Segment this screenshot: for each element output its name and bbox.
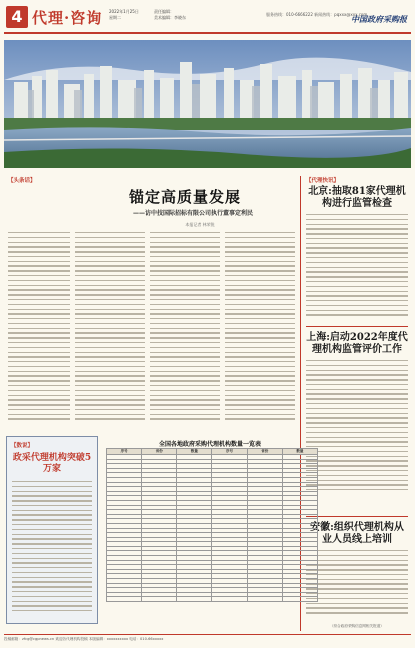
story-anhui-title: 安徽:组织代理机构从业人员线上培训	[310, 522, 404, 545]
newspaper-logo: 中国政府采购报	[351, 14, 407, 24]
sidebar-box	[6, 436, 98, 624]
lead-body-column-4	[225, 232, 295, 430]
lead-story-tag: 【头条话】	[8, 178, 36, 184]
table-cell	[282, 597, 317, 602]
table-header-cell: 序号	[107, 449, 142, 455]
lead-body-column-3	[150, 232, 220, 430]
art-editor-line: 美术编辑：李晓东	[154, 15, 186, 20]
table-header-cell: 省份	[247, 449, 282, 455]
right-column-tag: 【代理快讯】	[306, 178, 340, 184]
table-cell	[142, 597, 177, 602]
table-cell	[247, 597, 282, 602]
lead-byline: 本报记者 林荣锐	[185, 222, 215, 227]
agency-count-table	[106, 448, 318, 602]
table-row	[107, 597, 318, 602]
lead-headline: 锚定高质量发展	[128, 188, 241, 206]
page-footer: 投稿邮箱：zfcg@cgpnews.cn 欢迎各代理机构投稿 本版编辑：xxxxxxxxxx 电话：010-66xxxxx	[4, 634, 411, 643]
section-title: 代理·咨询	[32, 9, 103, 27]
lead-body-column-2	[75, 232, 145, 430]
story-beijing-title: 北京:抽取81家代理机构进行监管检查	[308, 186, 406, 209]
page-header	[4, 4, 411, 34]
table-header-cell: 序号	[212, 449, 247, 455]
story-beijing-body	[306, 214, 408, 322]
page-number: 4	[6, 6, 28, 28]
story-shanghai-title: 上海:启动2022年度代理机构监管评价工作	[306, 332, 408, 355]
issue-weekday: 星期二	[109, 15, 121, 20]
table-body	[107, 455, 318, 602]
sidebar-body	[12, 481, 92, 619]
editor-line: 责任编辑：	[154, 9, 174, 14]
table-cell	[212, 597, 247, 602]
right-story-divider-2	[306, 516, 408, 517]
right-story-divider-1	[306, 326, 408, 327]
story-shanghai-body	[306, 360, 408, 500]
lead-body-column-1	[8, 232, 70, 430]
table-header-cell: 数量	[282, 449, 317, 455]
table-cell	[107, 597, 142, 602]
sidebar-title: 政采代理机构突破5万家	[12, 453, 92, 474]
issue-date: 2022年1月25日	[109, 9, 139, 14]
lead-subhead: ——访中技国际招标有限公司执行董事定利民	[132, 210, 253, 217]
table-cell	[177, 597, 212, 602]
hotline: 服务热线：010-6666222 新闻热线：pqxxx@xxx.com	[266, 12, 368, 17]
story-anhui-body	[306, 550, 408, 622]
table-header-cell: 省份	[142, 449, 177, 455]
table-title: 全国各地政府采购代理机构数量一览表	[158, 441, 261, 448]
sidebar-tag: 【数说】	[11, 443, 34, 449]
table-header-cell: 数量	[177, 449, 212, 455]
city-skyline-photo	[4, 40, 411, 168]
right-column-source-note: （综合政府采购信息网相关报道）	[330, 624, 384, 628]
